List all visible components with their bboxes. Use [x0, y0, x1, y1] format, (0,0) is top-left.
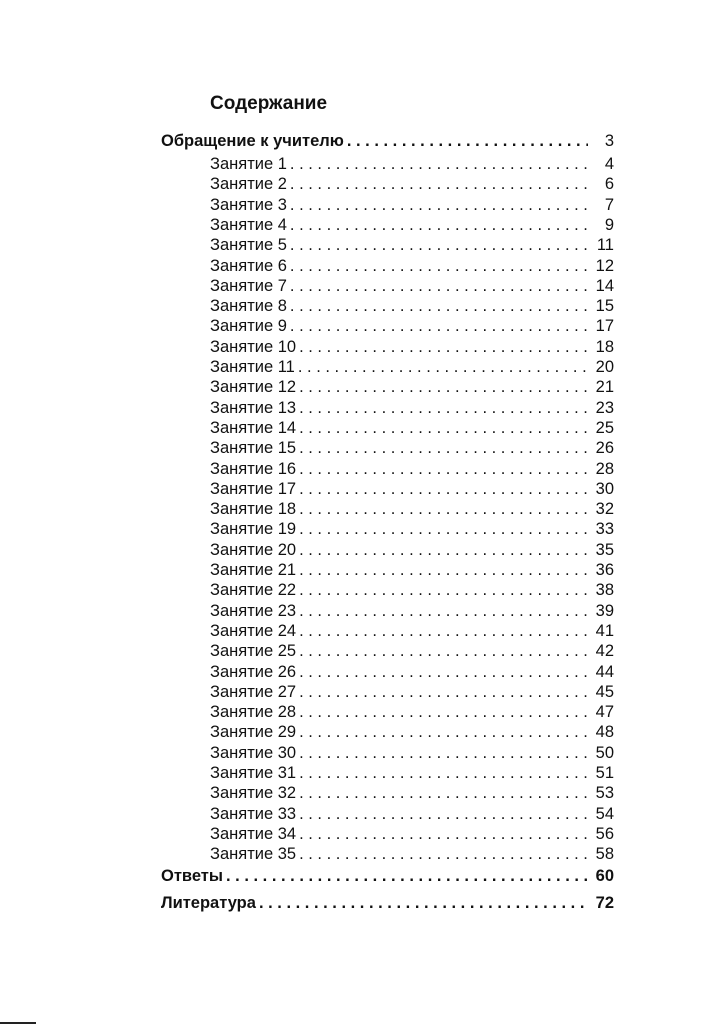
- toc-entry-label: Занятие 20: [210, 540, 297, 559]
- toc-entry-section[interactable]: [161, 866, 614, 886]
- toc-entry-label: Занятие 4: [210, 215, 287, 234]
- toc-entry-lesson[interactable]: [210, 560, 614, 580]
- toc-entry-page: 3: [604, 132, 614, 150]
- toc-entry-label: Занятие 27: [210, 682, 297, 701]
- toc-entry-label: Занятие 22: [210, 581, 297, 600]
- toc-entry-lesson[interactable]: [210, 418, 614, 438]
- toc-entry-label: Ответы: [161, 867, 223, 885]
- dot-leader: [299, 641, 588, 661]
- dot-leader: [299, 783, 588, 803]
- toc-entry-label: Занятие 13: [210, 398, 297, 417]
- toc-entry-label: Занятие 32: [210, 784, 297, 803]
- toc-entry-page: 9: [604, 215, 614, 234]
- dot-leader: [299, 519, 588, 539]
- toc-entry-label: Занятие 14: [210, 418, 297, 437]
- toc-entry-page: 54: [595, 804, 614, 823]
- toc-entry-lesson[interactable]: [210, 377, 614, 397]
- dot-leader: [299, 804, 588, 824]
- toc-entry-page: 15: [595, 297, 614, 316]
- toc-entry-page: 12: [595, 256, 614, 275]
- toc-entry-page: 20: [595, 358, 614, 376]
- toc-entry-page: 14: [595, 276, 614, 295]
- toc-entry-lesson[interactable]: [210, 296, 614, 316]
- toc-entry-label: Занятие 34: [210, 824, 297, 843]
- toc-entry-lesson[interactable]: [210, 783, 614, 803]
- toc-entry-page: 21: [595, 378, 614, 397]
- dot-leader: [259, 893, 588, 913]
- toc-entry-label: Занятие 35: [210, 845, 297, 864]
- toc-entry-lesson[interactable]: [210, 398, 614, 418]
- dot-leader: [299, 560, 588, 580]
- dot-leader: [290, 296, 588, 316]
- dot-leader: [290, 316, 588, 336]
- toc-entry-label: Занятие 2: [210, 175, 287, 194]
- toc-entry-lesson[interactable]: [210, 763, 614, 783]
- dot-leader: [299, 743, 588, 763]
- dot-leader: [299, 418, 588, 438]
- toc-entry-page: 25: [595, 418, 614, 437]
- dot-leader: [290, 154, 588, 174]
- toc-entry-label: Занятие 1: [210, 155, 287, 173]
- toc-entry-section[interactable]: [161, 893, 614, 913]
- toc-entry-page: 38: [595, 581, 614, 600]
- toc-entry-label: Занятие 12: [210, 378, 297, 397]
- toc-entry-label: Занятие 29: [210, 723, 297, 742]
- dot-leader: [299, 662, 588, 682]
- toc-entry-page: 44: [595, 662, 614, 681]
- toc-entry-lesson[interactable]: [210, 154, 614, 174]
- toc-entry-label: Занятие 6: [210, 256, 287, 275]
- toc-entry-lesson[interactable]: [210, 174, 614, 194]
- toc-entry-page: 4: [604, 155, 614, 173]
- toc-entry-lesson[interactable]: [210, 641, 614, 661]
- toc-entry-page: 58: [595, 845, 614, 864]
- toc-entry-lesson[interactable]: [210, 256, 614, 276]
- dot-leader: [290, 215, 588, 235]
- toc-entry-lesson[interactable]: [210, 337, 614, 357]
- toc-entry-page: 60: [595, 867, 614, 885]
- toc-entry-label: Занятие 17: [210, 479, 297, 498]
- toc-entry-lesson[interactable]: [210, 601, 614, 621]
- toc-entry-page: 17: [595, 317, 614, 336]
- toc-entry-label: Занятие 28: [210, 703, 297, 722]
- toc-entry-label: Занятие 23: [210, 601, 297, 620]
- toc-entry-page: 48: [595, 723, 614, 742]
- toc-entry-lesson[interactable]: [210, 276, 614, 296]
- toc-entry-lesson[interactable]: [210, 479, 614, 499]
- toc-entry-page: 45: [595, 682, 614, 701]
- dot-leader: [299, 702, 588, 722]
- toc-entry-page: 36: [595, 561, 614, 579]
- toc-entry-label: Занятие 19: [210, 520, 297, 539]
- toc-entry-page: 56: [595, 824, 614, 843]
- toc-entry-lesson[interactable]: [210, 580, 614, 600]
- toc-entry-teacher-address[interactable]: [161, 131, 614, 151]
- toc-entry-page: 7: [604, 195, 614, 214]
- toc-entry-page: 47: [595, 703, 614, 722]
- toc-entry-label: Занятие 26: [210, 662, 297, 681]
- toc-entry-page: 6: [604, 175, 614, 194]
- toc-entry-lesson[interactable]: [210, 459, 614, 479]
- dot-leader: [290, 235, 588, 255]
- toc-entry-page: 51: [595, 764, 614, 782]
- toc-entry-page: 11: [596, 236, 614, 255]
- dot-leader: [299, 398, 588, 418]
- dot-leader: [299, 337, 588, 357]
- toc-entry-lesson[interactable]: [210, 743, 614, 763]
- dot-leader: [299, 438, 588, 458]
- toc-entry-label: Занятие 30: [210, 743, 297, 762]
- toc-entry-page: 30: [595, 479, 614, 498]
- toc-entry-lesson[interactable]: [210, 662, 614, 682]
- toc-entry-page: 35: [595, 540, 614, 559]
- toc-entry-label: Обращение к учителю: [161, 132, 344, 150]
- dot-leader: [347, 131, 588, 151]
- toc-entry-page: 26: [595, 439, 614, 458]
- toc-entry-label: Занятие 11: [210, 358, 295, 376]
- toc-entry-label: Занятие 5: [210, 236, 287, 255]
- dot-leader: [299, 459, 588, 479]
- dot-leader: [299, 844, 588, 864]
- toc-entry-label: Занятие 25: [210, 642, 297, 661]
- dot-leader: [299, 540, 588, 560]
- toc-entry-label: Занятие 8: [210, 297, 287, 316]
- toc-entry-lesson[interactable]: [210, 438, 614, 458]
- toc-entry-lesson[interactable]: [210, 824, 614, 844]
- toc-entry-label: Литература: [161, 894, 256, 912]
- toc-entry-lesson[interactable]: [210, 519, 614, 539]
- toc-entry-page: 53: [595, 784, 614, 803]
- toc-entry-label: Занятие 7: [210, 276, 287, 295]
- toc-entry-label: Занятие 16: [210, 459, 297, 478]
- toc-entry-lesson[interactable]: [210, 499, 614, 519]
- toc-entry-page: 28: [595, 459, 614, 478]
- dot-leader: [299, 499, 588, 519]
- toc-entry-page: 33: [595, 520, 614, 539]
- toc-entry-page: 41: [595, 621, 614, 640]
- dot-leader: [298, 357, 588, 377]
- toc-entry-page: 39: [595, 601, 614, 620]
- toc-title: Содержание: [210, 93, 328, 114]
- dot-leader: [290, 174, 588, 194]
- toc-entry-label: Занятие 9: [210, 317, 287, 336]
- toc-entry-lesson[interactable]: [210, 844, 614, 864]
- dot-leader: [290, 256, 588, 276]
- dot-leader: [299, 601, 588, 621]
- toc-entry-page: 50: [595, 743, 614, 762]
- dot-leader: [299, 682, 588, 702]
- toc-entry-lesson[interactable]: [210, 235, 614, 255]
- toc-entry-label: Занятие 10: [210, 337, 297, 356]
- toc-entry-lesson[interactable]: [210, 357, 614, 377]
- toc-entry-page: 72: [595, 894, 614, 912]
- toc-entry-page: 42: [595, 642, 614, 661]
- toc-entry-label: Занятие 33: [210, 804, 297, 823]
- toc-entry-label: Занятие 15: [210, 439, 297, 458]
- dot-leader: [299, 824, 588, 844]
- dot-leader: [299, 722, 588, 742]
- dot-leader: [299, 479, 588, 499]
- dot-leader: [299, 580, 588, 600]
- toc-entry-label: Занятие 31: [210, 764, 297, 782]
- toc-entry-lesson[interactable]: [210, 316, 614, 336]
- toc-entry-lesson[interactable]: [210, 621, 614, 641]
- toc-entry-lesson[interactable]: [210, 540, 614, 560]
- dot-leader: [226, 866, 588, 886]
- toc-entry-label: Занятие 18: [210, 500, 297, 519]
- toc-entry-page: 23: [595, 398, 614, 417]
- dot-leader: [299, 763, 588, 783]
- dot-leader: [299, 621, 588, 641]
- toc-entry-lesson[interactable]: [210, 804, 614, 824]
- toc-entry-lesson[interactable]: [210, 682, 614, 702]
- dot-leader: [290, 276, 588, 296]
- dot-leader: [299, 377, 588, 397]
- toc-entry-lesson[interactable]: [210, 722, 614, 742]
- toc-entry-lesson[interactable]: [210, 702, 614, 722]
- dot-leader: [290, 195, 588, 215]
- toc-entry-page: 32: [595, 500, 614, 519]
- toc-entry-label: Занятие 3: [210, 195, 287, 214]
- toc-entry-label: Занятие 21: [210, 561, 297, 579]
- toc-entry-page: 18: [595, 337, 614, 356]
- toc-entry-lesson[interactable]: [210, 215, 614, 235]
- toc-entry-label: Занятие 24: [210, 621, 297, 640]
- toc-entry-lesson[interactable]: [210, 195, 614, 215]
